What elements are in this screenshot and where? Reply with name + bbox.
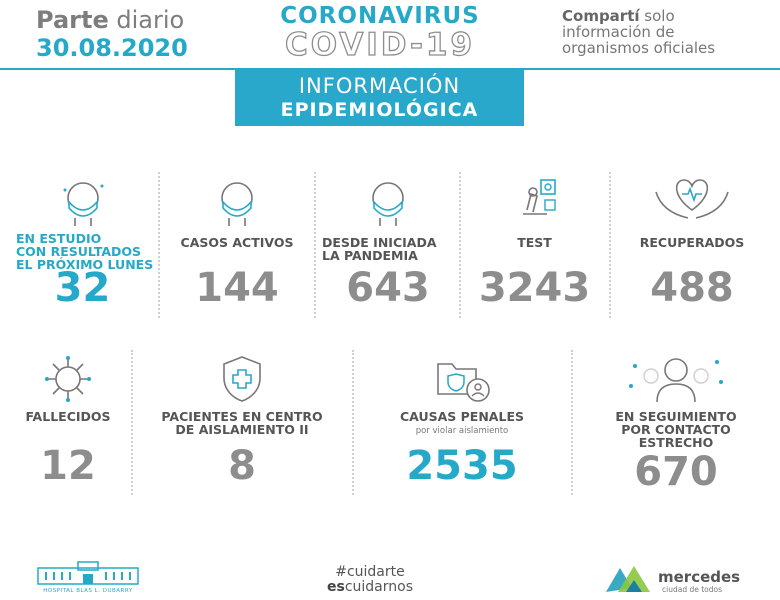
banner-line2: EPIDEMIOLÓGICA	[280, 99, 479, 121]
mask-face-icon	[211, 178, 263, 226]
mercedes-mark-icon	[604, 562, 654, 594]
stat-label: CASOS ACTIVOS	[180, 235, 294, 250]
stat-label: TEST	[517, 235, 552, 250]
stat-value: 488	[650, 265, 734, 311]
banner-line1: INFORMACIÓN	[298, 74, 461, 98]
hospital-building-icon	[28, 560, 148, 586]
campaign-hashtag	[310, 565, 430, 595]
stat-value: 3243	[478, 265, 591, 311]
stat-label: CAUSAS PENALES	[400, 409, 524, 424]
report-title-rest: diario	[116, 6, 185, 34]
report-title	[36, 6, 188, 62]
row1-divider	[459, 172, 461, 318]
row2-divider	[571, 350, 573, 495]
covid-heading	[250, 4, 510, 62]
heading-coronavirus: CORONAVIRUS	[280, 3, 480, 29]
hashtag-line2-rest: cuidarnos	[344, 579, 413, 595]
share-notice-rest: solo	[644, 7, 675, 25]
stat-test	[462, 170, 607, 320]
stat-value: 12	[40, 443, 96, 489]
hashtag-line2-bold: es	[327, 579, 345, 595]
stat-desde-iniciada	[318, 170, 458, 320]
share-notice-line2: información de	[562, 23, 675, 41]
heading-covid19: COVID-19	[284, 27, 476, 63]
share-notice	[562, 8, 772, 56]
stat-label: FALLECIDOS	[25, 409, 111, 424]
stat-label: DESDE INICIADA LA PANDEMIA	[322, 235, 437, 263]
row2-divider	[131, 350, 133, 495]
share-notice-bold: Compartí	[562, 7, 640, 25]
folder-user-icon	[432, 356, 492, 406]
row1-divider	[158, 172, 160, 318]
report-title-bold: Parte	[36, 6, 109, 34]
row1-divider	[609, 172, 611, 318]
person-virus-icon	[621, 352, 731, 402]
stat-label: EN ESTUDIO CON RESULTADOS EL PRÓXIMO LUNES	[16, 231, 154, 272]
mercedes-logo	[604, 562, 764, 594]
brand-name: mercedes	[658, 568, 741, 586]
row1-divider	[314, 172, 316, 318]
stat-en-estudio	[10, 170, 155, 320]
stat-label: EN SEGUIMIENTO POR CONTACTO ESTRECHO	[615, 409, 737, 450]
report-date: 30.08.2020	[36, 34, 188, 62]
stat-pacientes-aislamiento	[136, 350, 348, 500]
hospital-caption: HOSPITAL BLAS L. DUBARRY	[43, 588, 133, 594]
stat-causas-penales	[356, 350, 568, 500]
share-notice-line3: organismos oficiales	[562, 39, 716, 57]
stat-recuperados	[612, 170, 772, 320]
hands-heart-icon	[652, 172, 732, 220]
stat-value: 32	[54, 265, 111, 311]
hashtag-line1: #cuidarte	[335, 564, 405, 580]
stat-value: 8	[228, 443, 256, 489]
stat-value: 144	[195, 265, 279, 311]
stat-value: 2535	[406, 443, 518, 489]
stat-label: PACIENTES EN CENTRO DE AISLAMIENTO II	[161, 409, 323, 437]
shield-cross-icon	[219, 354, 265, 404]
microscope-icon	[509, 176, 561, 224]
row2-divider	[352, 350, 354, 495]
stat-value: 643	[346, 265, 430, 311]
virus-icon	[41, 354, 95, 404]
stat-label: RECUPERADOS	[639, 235, 745, 250]
stat-fallecidos	[8, 350, 128, 500]
mask-face-icon	[57, 178, 109, 226]
section-banner	[235, 69, 524, 126]
stat-value: 670	[634, 449, 718, 495]
stat-seguimiento	[578, 350, 774, 500]
stat-sublabel: por violar aislamiento	[415, 426, 509, 436]
stat-casos-activos	[162, 170, 312, 320]
brand-tagline: ciudad de todos	[662, 585, 723, 594]
hospital-logo	[28, 560, 148, 594]
mask-face-icon	[362, 178, 414, 226]
